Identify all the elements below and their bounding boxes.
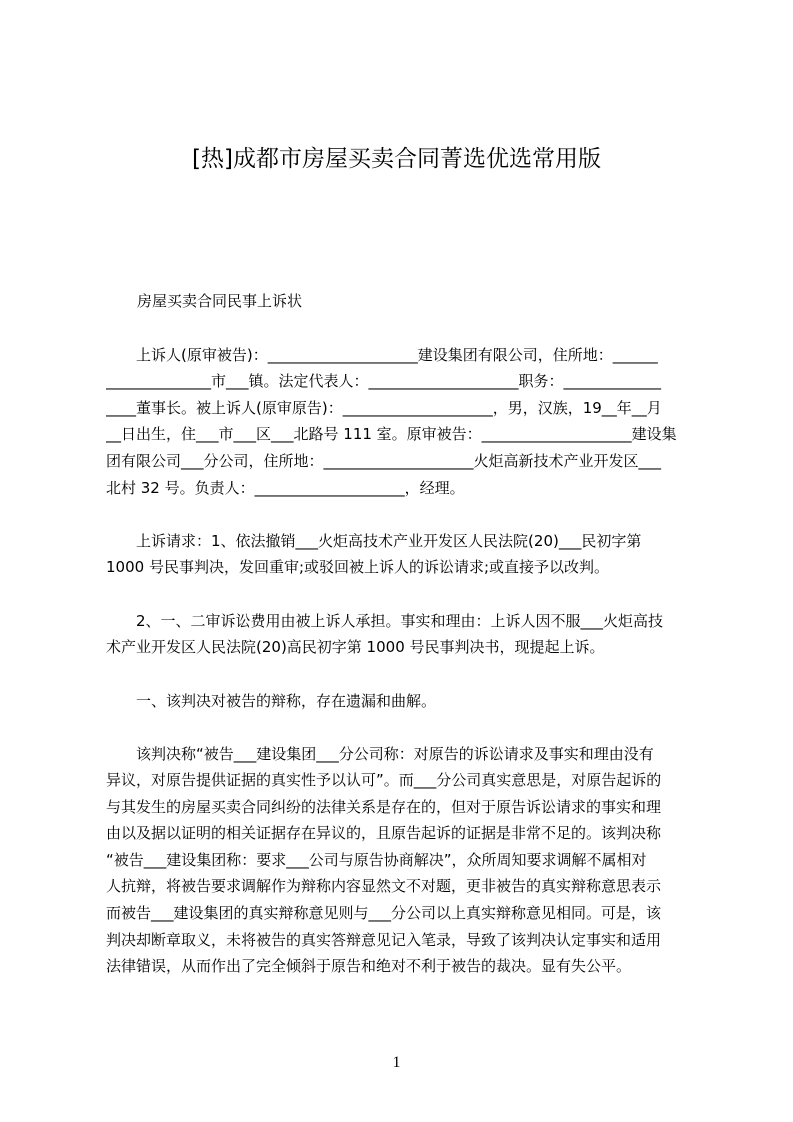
- body-line: 与其发生的房屋买卖合同纠纷的法律关系是存在的，但对于原告诉讼请求的事实和理: [106, 798, 662, 816]
- body-line: 1000 号民事判决，发回重审;或驳回被上诉人的诉讼请求;或直接予以改判。: [106, 558, 610, 576]
- body-line: 术产业开发区人民法院(20)高民初字第 1000 号民事判决书，现提起上诉。: [106, 638, 605, 656]
- body-line: 异议，对原告提供证据的真实性予以认可”。而___分公司真实意思是，对原告起诉的: [106, 771, 662, 789]
- body-line: 该判决称“被告___建设集团___分公司称：对原告的诉讼请求及事实和理由没有: [106, 745, 654, 763]
- body-line: 团有限公司___分公司，住所地：____________________火炬高新技术产业开发区___: [106, 452, 662, 470]
- page-number: 1: [392, 1054, 401, 1071]
- body-line: 北村 32 号。负责人：____________________，经理。: [106, 479, 465, 497]
- body-line: 人抗辩，将被告要求调解作为辩称内容显然文不对题，更非被告的真实辩称意思表示: [106, 877, 662, 895]
- body-line: 由以及据以证明的相关证据存在异议的，且原告起诉的证据是非常不足的。该判决称: [106, 824, 662, 842]
- section-heading: 房屋买卖合同民事上诉状: [137, 292, 303, 310]
- body-line: 法律错误，从而作出了完全倾斜于原告和绝对不利于被告的裁决。显有失公平。: [106, 957, 632, 975]
- body-line: “被告___建设集团称：要求___公司与原告协商解决”，众所周知要求调解不属相对: [106, 851, 647, 869]
- body-line: 上诉人(原审被告)：____________________建设集团有限公司，住所地：______: [106, 346, 658, 364]
- body-line: 而被告___建设集团的真实辩称意见则与___分公司以上真实辩称意见相同。可是，该: [106, 904, 662, 922]
- body-line: 2、一、二审诉讼费用由被上诉人承担。事实和理由：上诉人因不服___火炬高技: [106, 612, 664, 630]
- body-line: ____董事长。被上诉人(原审原告)：____________________，男，汉族，19__年__月: [106, 399, 662, 417]
- body-line: 判决却断章取义，未将被告的真实答辩意见记入笔录，导致了该判决认定事实和适用: [106, 931, 662, 949]
- body-line: __日出生，住___市___区___北路号 111 室。原审被告：____________________建设集: [106, 425, 677, 443]
- body-line: ______________市___镇。法定代表人：____________________职务：_____________: [106, 372, 662, 390]
- body-line: 上诉请求：1、依法撤销___火炬高技术产业开发区人民法院(20)___民初字第: [106, 532, 642, 550]
- body-line: 一、该判决对被告的辩称，存在遗漏和曲解。: [106, 692, 437, 710]
- document-title: [热]成都市房屋买卖合同菁选优选常用版: [192, 146, 601, 172]
